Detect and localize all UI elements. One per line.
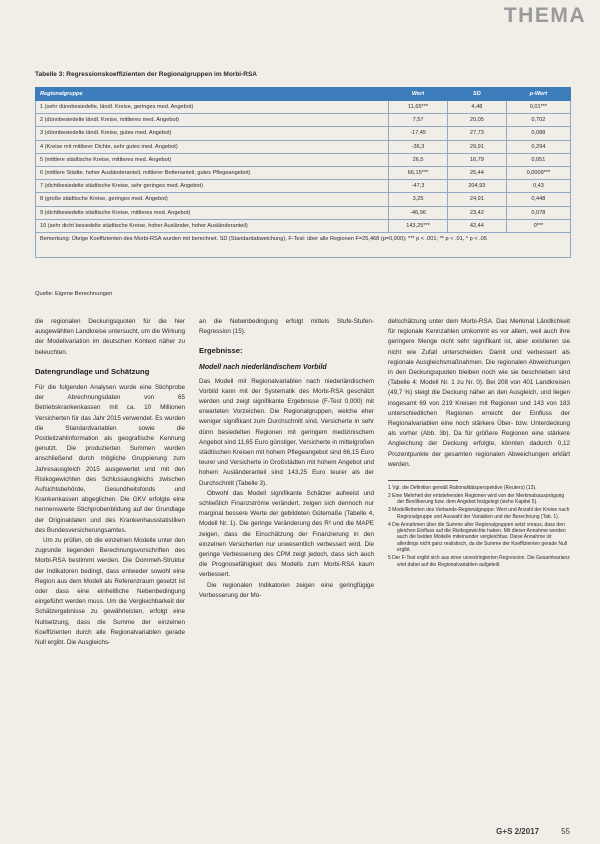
cell-wert: -36,3 (389, 140, 448, 153)
text-column-1 (35, 317, 185, 648)
table-row (36, 114, 571, 127)
footnote-divider (388, 480, 458, 481)
col1-intro: die regionalen Deckungsquoten für die hier ausgewählten Landkreise untersucht, um die Wirkung der Modellvariation im deutschen Kontext näher zu beleuchten. (35, 318, 185, 356)
cell-wert: 66,15*** (389, 166, 448, 179)
cell-p: 0*** (506, 219, 570, 232)
cell-group: 10 (sehr dicht besiedelte städtische Kreise, hoher Ausländer, hoher Ausländeranteil) (36, 219, 389, 232)
cell-wert: -46,96 (389, 206, 448, 219)
cell-sd: 29,91 (447, 140, 506, 153)
cell-p: 0,01*** (506, 101, 570, 114)
col2-paragraph-3: Die regionalen Indikatoren zeigen eine geringfügige Verbesserung der Mo- (199, 581, 374, 599)
cell-p: 0,702 (506, 114, 570, 127)
heading-ergebnisse: Ergebnisse: (199, 346, 243, 356)
cell-sd: 20,05 (447, 114, 506, 127)
col1-paragraph-2: Um zu prüfen, ob die einzelnen Modelle unter den zugrunde liegenden Berechnungsvorschriften des Morbi-RSA bestimmt werden. Die Dommeh-Struktur der Indikatoren bedingt, dass entweder sowohl eine Region aus dem Modell als Referenzraum gesetzt ist oder dass eine einheitliche Nebenbedingung eingeführt werden muss. Um die Vergleichbarkeit der Schätzergebnisse zu gewährleisten, erfolgt eine Nullsetzung, dass die Summe der einzelnen Koeffizienten durch alle Regionalvariablen gerade Null ergibt. Die Ausgleichs- (35, 537, 185, 647)
footnote: 1 Vgl. die Definition gemäß Rationalitätsperspektive (Reuters) (13). (388, 485, 537, 492)
cell-p: 0,43 (506, 180, 570, 193)
col2-paragraph-2: Obwohl das Modell signifikante Schätzer aufweist und schließlich Finanzströme verändert, zeigen sich dennoch nur marginal bessere Werte der gebildeten Gütemaße (Tabelle 4, Modell Nr. 1). Die geringe Veränderung des R² und die MAPE zeigen, dass die Einschätzung der Finanzierung in den einzelnen Versicherten nur unwesentlich verbessert wird. Die geringe Verbesserung des CPM zeigt jedoch, dass sich auch die Prognosefähigkeit des Modells zum Morbi-RSA kaum verbessert. (199, 489, 374, 579)
footnote: 4 Die Annahmen über die Summe aller Regionalgruppen setzt voraus, dass den gleichen Einfluss auf die Risikogewichte haben. Mit dieser Annahme werden auch die beiden Modelle miteinander vergleichbar. Diese Annahme ist allerdings nicht ganz realistisch, da die Summe der Koeffizienten gerade Null ergibt. (388, 521, 568, 554)
table-row (36, 101, 571, 114)
cell-group: 4 (Kreise mit mittlerer Dichte, sehr gutes med. Angebot) (36, 140, 389, 153)
cell-sd: 25,44 (447, 166, 506, 179)
subheading-modell: Modell nach niederländischem Vorbild (199, 363, 327, 371)
regression-table (35, 87, 571, 258)
cell-p: 0,078 (506, 206, 570, 219)
col2-intro: an die Nebenbedingung erfolgt mittels Stufe-Stufen-Regression (15). (199, 318, 374, 336)
header-regionalgruppe: Regionalgruppe (36, 88, 389, 101)
footnote: 5 Der F-Test ergibt sich aus einer unrestringierten Regression. Die Gesamtvarianz wird dabei auf die Regionalvariablen aufgeteilt. (388, 555, 570, 568)
heading-datengrundlage: Datengrundlage und Schätzung (35, 366, 150, 376)
cell-wert: 143,25*** (389, 219, 448, 232)
table-row (36, 180, 571, 193)
cell-wert: 26,5 (389, 153, 448, 166)
cell-group: 2 (dünnbesiedelte ländl. Kreise, mittleres med. Angebot) (36, 114, 389, 127)
col3-paragraph-1: dellschätzung unter dem Morbi-RSA. Das Merkmal Ländlichkeit für regionale Kennzahlen umkommt es vor allem, weil auch ihre geringere Menge nicht sehr signifikant ist, aber existieren sie nicht wie Zufall unterscheiden. Damit und verbessert als regionale Ausgleichsmaßnahmen. Die regionalen Abweichungen in den Deckungsquoten bleiben noch wie sie beschrieben sind (Tabelle 4: Modell Nr. 1 zu Nr. 0). Bei 208 von 401 Landkreisen (49,7 %) steigt die Deckung näher an den Ausgleich, und liegen insgesamt 69 von 219 Kreisen mit Regionen und 143 von 183 unterschiedlichen Regionen erreicht der Einfluss der Regionalvariablen eine noch stärkere Über- bzw. Unterdeckung als vorher (Abb. 3b). Da für größere Regionen eine stärkere Angleichung der Deckung erfolgte, könnten dadurch 0,12 Prozentpunkte der gesamten regionalen Abweichungen erklärt werden. (388, 318, 570, 468)
cell-wert: -17,45 (389, 127, 448, 140)
table-row (36, 193, 571, 206)
cell-p: 0,448 (506, 193, 570, 206)
table-row (36, 127, 571, 140)
cell-group: 3 (dünnbesiedelte ländl. Kreise, gutes med. Angebot) (36, 127, 389, 140)
col1-paragraph-1: Für die folgenden Analysen wurde eine Stichprobe der Abrechnungsdaten von 65 Betriebskrankenkassen mit ca. 10 Millionen Versicherten für das Jahr 2015 verwendet. Es wurden die Standardvariablen sowie die Postleitzahlinformation als geografische Kennung genutzt. Die produzierten Summen wurden anschließend durch mögliche Gruppierung zum Jahresausgleich 2015 ausgewertet und mit den Risikogewichten des Schlussausgleichs zwischen Aufsichtsbehörde, Gesundheitsfonds und Krankenkassen abgeglichen. Die GKV erfolgte eine nennenswerte Stichprobenbildung auf der Grundlage der Originaldaten und des Krankenhausstatistiken des Bundesversicherungsamtes. (35, 384, 185, 534)
footnote: 3 Modellkriterien des Verbands-Regionalgruppe: Wert und Anzahl der Kreise nach Regionalgruppe und Auswahl der Variablen und der Berechnung (Tab. 1). (388, 507, 570, 520)
cell-group: 7 (dichtbesiedelte städtische Kreise, sehr geringes med. Angebot) (36, 180, 389, 193)
table-source: Quelle: Eigene Berechnungen (35, 291, 113, 297)
header-p-wert: p-Wert (506, 88, 570, 101)
journal-issue: G+S 2/2017 (496, 827, 540, 836)
cell-p: 0,0009*** (506, 166, 570, 179)
table-note: Bemerkung: Übrige Koeffizienten des Morbi-RSA wurden mit berechnet. SD (Standardabweichung), F-Test: über alle Regionen F=25,468 (p=0,000); *** p < .001; ** p < .01, * p < .05 (36, 232, 571, 257)
table-row (36, 206, 571, 219)
cell-group: 6 (mittlere Städte, hoher Ausländeranteil, mittlerer Bettenanteil, gutes Pflegeangebot) (36, 166, 389, 179)
table-row (36, 166, 571, 179)
table-row (36, 140, 571, 153)
cell-sd: 42,44 (447, 219, 506, 232)
cell-wert: -47,3 (389, 180, 448, 193)
col2-paragraph-1: Das Modell mit Regionalvariablen nach niederländischem Vorbild kann mit der Systematik des Morbi-RSA geschätzt werden und zeigt signifikante Ergebnisse (F-Test 0,000) mit erwarteten Vorzeichen. Die Regionalgruppen, welche eher weniger signifikant zum Durchschnitt sind, Versicherte in sehr dünn besiedelten Regionen mit geringem medizinischem Angebot sind 11,65 Euro günstiger, Versicherte in mittelgroßen städtischen Kreisen mit hohem Pflegeangebot sind 66,15 Euro teurer und Versicherte in Großstädten mit hohem Angebot und hohem Ausländeranteil sind 143,25 Euro teurer als der Durchschnitt (Tabelle 3). (199, 377, 374, 487)
cell-sd: 24,91 (447, 193, 506, 206)
cell-sd: 16,79 (447, 153, 506, 166)
section-label-thema: THEMA (503, 4, 586, 27)
page-number: 55 (561, 827, 570, 836)
text-column-2 (199, 317, 374, 601)
cell-group: 1 (sehr dünnbesiedelte, ländl. Kreise, geringes med. Angebot) (36, 101, 389, 114)
table-note-row (36, 232, 571, 257)
footnote: 2 Eine Mehrheit der entstehenden Regionen wird von der Merkmalsausprägung der Bevölkerung bzw. dem Angebot festgelegt (siehe Kapitel 5). (388, 492, 565, 506)
table-caption: Tabelle 3: Regressionskoeffizienten der Regionalgruppen im Morbi-RSA (35, 71, 257, 78)
table-row (36, 153, 571, 166)
cell-p: 0,051 (506, 153, 570, 166)
cell-sd: 204,93 (447, 180, 506, 193)
table-header-row (36, 88, 571, 101)
header-wert: Wert (389, 88, 448, 101)
cell-sd: 4,48 (447, 101, 506, 114)
cell-group: 5 (mittlere städtische Kreise, mittleres med. Angebot) (36, 153, 389, 166)
cell-p: 0,088 (506, 127, 570, 140)
cell-p: 0,294 (506, 140, 570, 153)
page-footer (496, 827, 570, 836)
cell-sd: 27,73 (447, 127, 506, 140)
cell-wert: 11,65*** (389, 101, 448, 114)
text-column-3 (388, 317, 570, 569)
cell-sd: 23,42 (447, 206, 506, 219)
cell-wert: 3,25 (389, 193, 448, 206)
table-row (36, 219, 571, 232)
cell-group: 9 (dichtbesiedelte städtische Kreise, mittleres med. Angebot) (36, 206, 389, 219)
header-sd: SD (447, 88, 506, 101)
cell-wert: 7,57 (389, 114, 448, 127)
cell-group: 8 (große städtische Kreise, geringes med. Angebot) (36, 193, 389, 206)
